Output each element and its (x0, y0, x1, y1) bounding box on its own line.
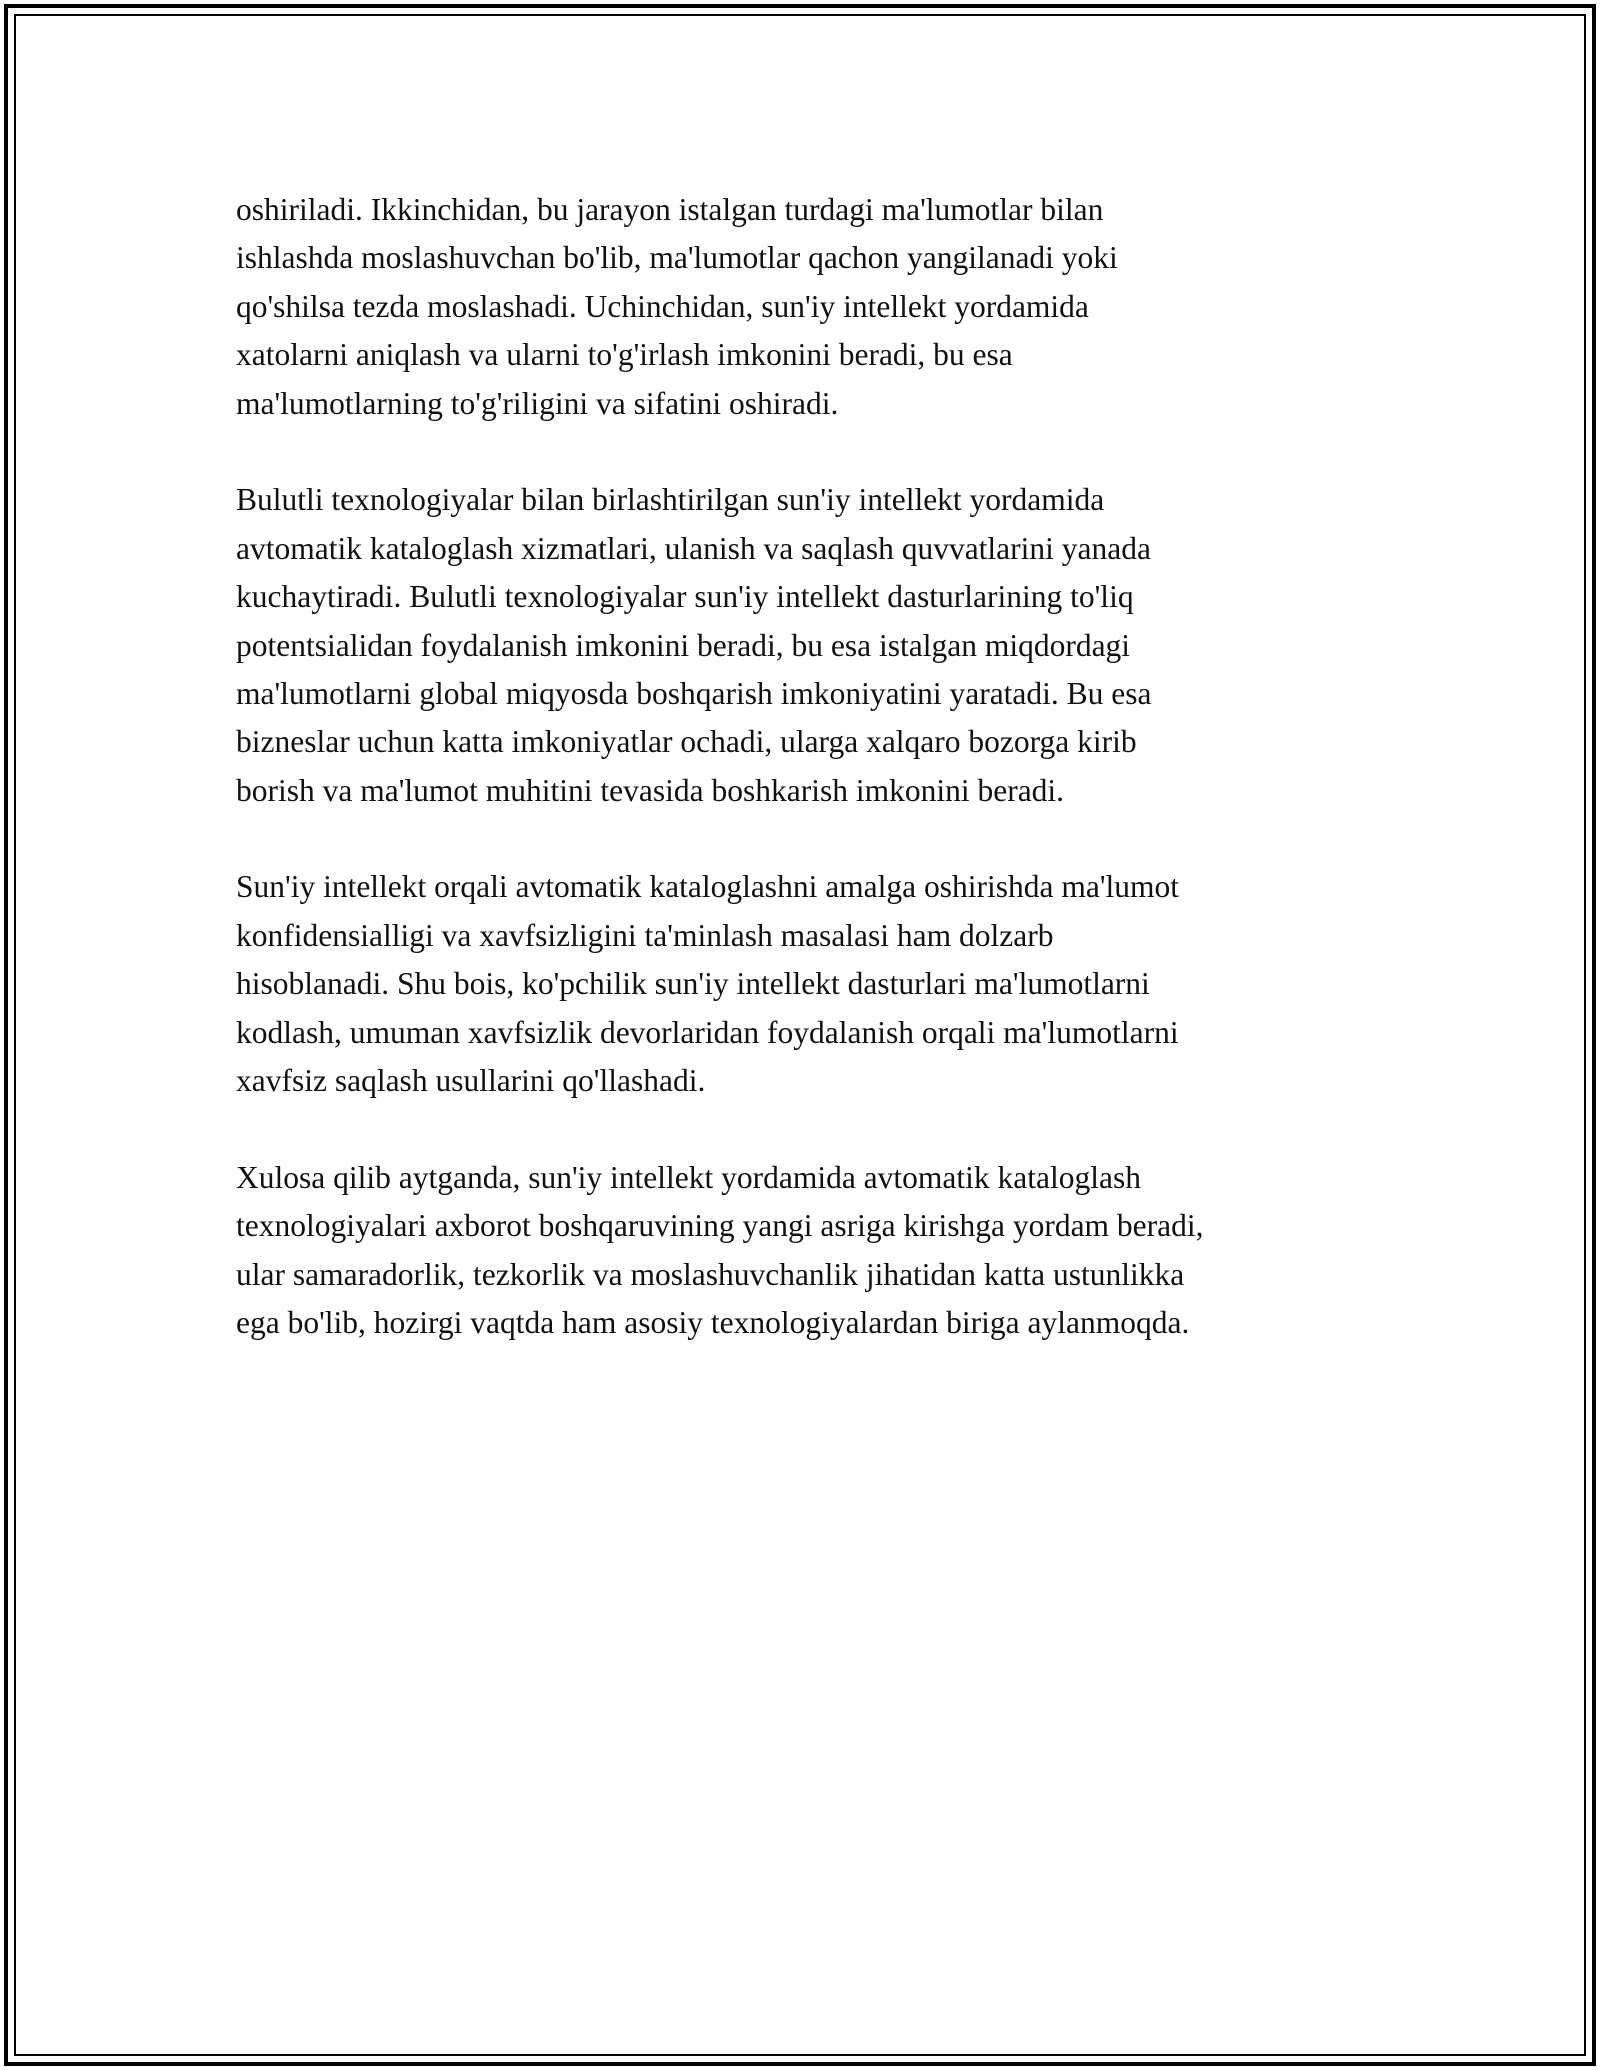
text-line: hisoblanadi. Shu bois, ko'pchilik sun'iy intellekt dasturlari ma'lumotlarni (236, 966, 1150, 1002)
document-body (236, 186, 1386, 1396)
text-line: xatolarni aniqlash va ularni to'g'irlash imkonini beradi, bu esa (236, 337, 1013, 373)
text-line: kuchaytiradi. Bulutli texnologiyalar sun'iy intellekt dasturlarining to'liq (236, 579, 1134, 615)
text-line: oshiriladi. Ikkinchidan, bu jarayon istalgan turdagi ma'lumotlar bilan (236, 192, 1104, 227)
text-line: ma'lumotlarni global miqyosda boshqarish imkoniyatini yaratadi. Bu esa (236, 675, 1152, 711)
text-line: kodlash, umuman xavfsizlik devorlaridan foydalanish orqali ma'lumotlarni (236, 1014, 1179, 1050)
text-line: konfidensialligi va xavfsizligini ta'minlash masalasi ham dolzarb (236, 917, 1054, 953)
paragraph-3 (236, 863, 1386, 1105)
text-line: ma'lumotlarning to'g'riligini va sifatini oshiradi. (236, 385, 839, 421)
text-line: ular samaradorlik, tezkorlik va moslashuvchanlik jihatidan katta ustunlikka (236, 1256, 1185, 1292)
text-line: xavfsiz saqlash usullarini qo'llashadi. (236, 1063, 706, 1099)
text-line: borish va ma'lumot muhitini tevasida boshkarish imkonini beradi. (236, 772, 1065, 808)
text-line: potentsialidan foydalanish imkonini beradi, bu esa istalgan miqdordagi (236, 627, 1131, 663)
text-line: texnologiyalari axborot boshqaruvining yangi asriga kirishga yordam beradi, (236, 1208, 1204, 1244)
text-line: Sun'iy intellekt orqali avtomatik kataloglashni amalga oshirishda ma'lumot (236, 869, 1180, 905)
paragraph-1 (236, 186, 1386, 428)
paragraph-2 (236, 476, 1386, 815)
text-line: bizneslar uchun katta imkoniyatlar ochadi, ularga xalqaro bozorga kirib (236, 724, 1137, 760)
text-line: qo'shilsa tezda moslashadi. Uchinchidan, sun'iy intellekt yordamida (236, 288, 1089, 324)
text-line: Xulosa qilib aytganda, sun'iy intellekt yordamida avtomatik kataloglash (236, 1159, 1141, 1195)
text-line: ishlashda moslashuvchan bo'lib, ma'lumotlar qachon yangilanadi yoki (236, 240, 1118, 276)
text-line: avtomatik kataloglash xizmatlari, ulanish va saqlash quvvatlarini yanada (236, 530, 1151, 566)
text-line: Bulutli texnologiyalar bilan birlashtirilgan sun'iy intellekt yordamida (236, 482, 1105, 518)
text-line: ega bo'lib, hozirgi vaqtda ham asosiy texnologiyalardan biriga aylanmoqda. (236, 1304, 1190, 1340)
paragraph-4 (236, 1154, 1386, 1348)
